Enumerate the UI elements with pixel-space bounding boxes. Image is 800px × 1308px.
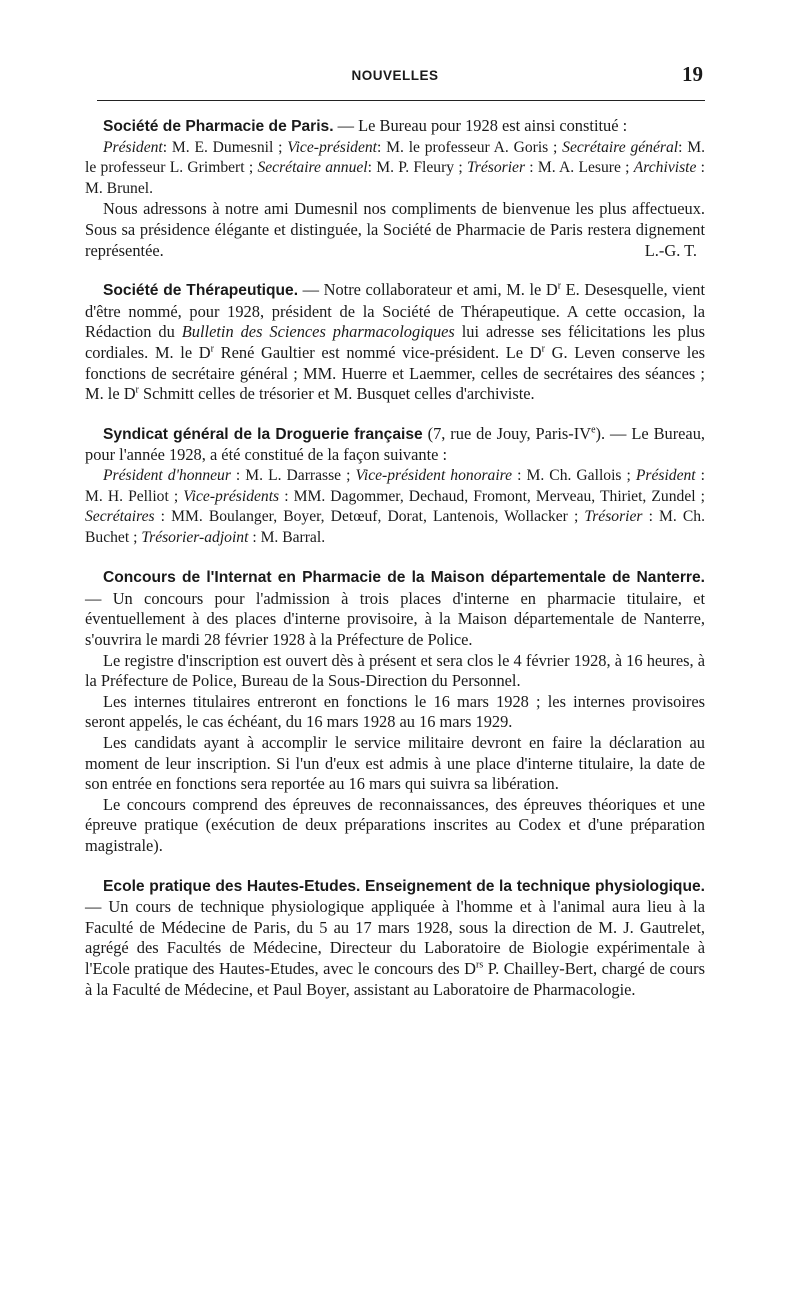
paragraph (85, 199, 705, 261)
page-number: 19 (682, 62, 703, 86)
role: Secrétaires (85, 508, 155, 526)
paragraph-text: G. Leven conserve les fonctions de secrétaire général ; MM. Huerre et Laemmer, celles de secrétaires des séances ; M. le D (85, 342, 706, 404)
role: Vice-président (287, 138, 378, 156)
superscript: r (210, 343, 214, 355)
name: : M. H. Pelliot ; (85, 466, 706, 505)
paragraph: Le registre d'inscription est ouvert dès à présent et sera clos le 4 février 1928, à 16 heures, à la Préfecture de Police, Bureau de la Sous-Direction du Personnel. (85, 650, 705, 691)
superscript: r (135, 384, 139, 396)
paragraph-text: Schmitt celles de trésorier et M. Busquet celles d'archiviste. (138, 384, 535, 404)
name: : M. Barral. (248, 528, 326, 546)
running-head (85, 0, 705, 104)
section-title: Société de Pharmacie de Paris. (103, 118, 334, 135)
paragraph-text: Nous adressons à notre ami Dumesnil nos compliments de bienvenue les plus affectueux. Sous sa présidence élégante et distinguée, la Société de Pharmacie de Paris restera dignement représentée. (85, 199, 705, 260)
role: Président (635, 466, 696, 484)
officers-list (85, 466, 705, 548)
section-societe-therapeutique (85, 280, 705, 405)
running-head-title: NOUVELLES (351, 68, 439, 83)
paragraph (85, 280, 705, 405)
name: : MM. Dagommer, Dechaud, Fromont, Merveau, Thiriet, Zundel ; (279, 487, 705, 505)
superscript: rs (476, 959, 484, 971)
paragraph-text: — Notre collaborateur et ami, M. le D (298, 280, 558, 300)
name: : M. Brunel. (85, 159, 706, 197)
superscript: r (541, 343, 545, 355)
paragraph: Les internes titulaires entreront en fonctions le 16 mars 1928 ; les internes provisoires seront appelés, le cas échéant, du 16 mars 1928 au 16 mars 1929. (85, 691, 705, 732)
name: : M. Ch. Gallois ; (512, 466, 636, 484)
paragraph-text: P. Chailley-Bert, chargé de cours à la Faculté de Médecine, et Paul Boyer, assistant au Laboratoire de Pharmacologie. (85, 958, 705, 999)
role: Vice-présidents (183, 487, 280, 505)
paragraph (85, 116, 705, 138)
paragraph-text: René Gaultier est nommé vice-président. Le D (214, 342, 542, 362)
officers-list (85, 138, 705, 200)
name: : M. le professeur L. Grimbert ; (85, 138, 706, 177)
role: Président d'honneur (103, 466, 231, 484)
paragraph (85, 876, 705, 1001)
paragraph: Le concours comprend des épreuves de reconnaissances, des épreuves théoriques et une épreuve pratique (exécution de deux préparations inscrites au Codex et d'une préparation magistrale). (85, 794, 705, 855)
paragraph (85, 424, 705, 466)
section-title: Concours de l'Internat en Pharmacie de la Maison départementale de Nanterre. (103, 569, 705, 587)
name: : M. Ch. Buchet ; (85, 508, 705, 546)
paragraph-text: E. Desesquelle, vient d'être nommé, pour 1928, président de la Société de Thérapeutique. A cette occasion, la Rédaction du (85, 280, 706, 342)
section-title: Ecole pratique des Hautes-Etudes. Enseignement de la technique physiologique. (103, 877, 705, 895)
journal-title: Bulletin des Sciences pharmacologiques (181, 322, 455, 342)
section-concours-internat (85, 567, 705, 856)
section-syndicat-droguerie (85, 424, 705, 549)
role: Secrétaire annuel (257, 159, 368, 177)
paragraph: Les candidats ayant à accomplir le service militaire devront en faire la déclaration au moment de leur inscription. Si l'un d'eux est admis à une place d'interne titulaire, la date de son entrée en fonctions sera reportée au 16 mars qui suivra sa libération. (85, 733, 705, 794)
role: Président (103, 138, 163, 156)
address: (7, rue de Jouy, Paris-IV (422, 423, 592, 443)
superscript: e (591, 424, 596, 436)
signature: L.-G. T. (644, 240, 697, 260)
section-title: Société de Thérapeutique. (103, 282, 299, 300)
header-rule (97, 100, 705, 101)
superscript: r (557, 280, 562, 292)
name: : M. le professeur A. Goris ; (377, 138, 563, 156)
role: Trésorier (584, 508, 643, 526)
name: : M. L. Darrasse ; (230, 466, 356, 484)
paragraph-text: — Un cours de technique physiologique appliquée à l'homme et à l'animal aura lieu à la Faculté de Médecine de Paris, du 5 au 17 mars 1928, sous la direction de M. J. Gautrelet, agrégé des Facultés de Médecine, Directeur du Laboratoire de Biologie expérimentale à l'Ecole pratique des Hautes-Etudes, avec le concours des D (85, 897, 705, 978)
role: Trésorier-adjoint (141, 528, 249, 546)
article-body (85, 116, 705, 1019)
role: Trésorier (466, 159, 526, 177)
paragraph (85, 567, 705, 650)
paragraph-text: — Le Bureau, pour l'année 1928, a été constitué de la façon suivante : (85, 423, 706, 465)
role: Vice-président honoraire (355, 466, 513, 484)
role: Archiviste (633, 159, 697, 177)
section-ecole-hautes-etudes (85, 876, 705, 1001)
name: : M. A. Lesure ; (525, 159, 634, 177)
paragraph-text: — Un concours pour l'admission à trois places d'interne en pharmacie titulaire, et éventuellement à des places d'interne provisoire, à la Maison départementale de Nanterre, s'ouvrira le mardi 28 février 1928 à la Préfecture de Police. (85, 588, 705, 650)
section-societe-pharmacie (85, 116, 705, 261)
page (85, 0, 706, 999)
name: : M. P. Fleury ; (367, 159, 467, 177)
paragraph-text: — Le Bureau pour 1928 est ainsi constitué : (333, 116, 628, 135)
name: : MM. Boulanger, Boyer, Detœuf, Dorat, Lantenois, Wollacker ; (154, 508, 585, 526)
name: : M. E. Dumesnil ; (162, 138, 288, 156)
address: ). (595, 423, 606, 443)
section-title: Syndicat général de la Droguerie française (103, 425, 423, 443)
role: Secrétaire général (562, 138, 679, 156)
paragraph-text: lui adresse ses félicitations les plus cordiales. M. le D (85, 322, 705, 362)
